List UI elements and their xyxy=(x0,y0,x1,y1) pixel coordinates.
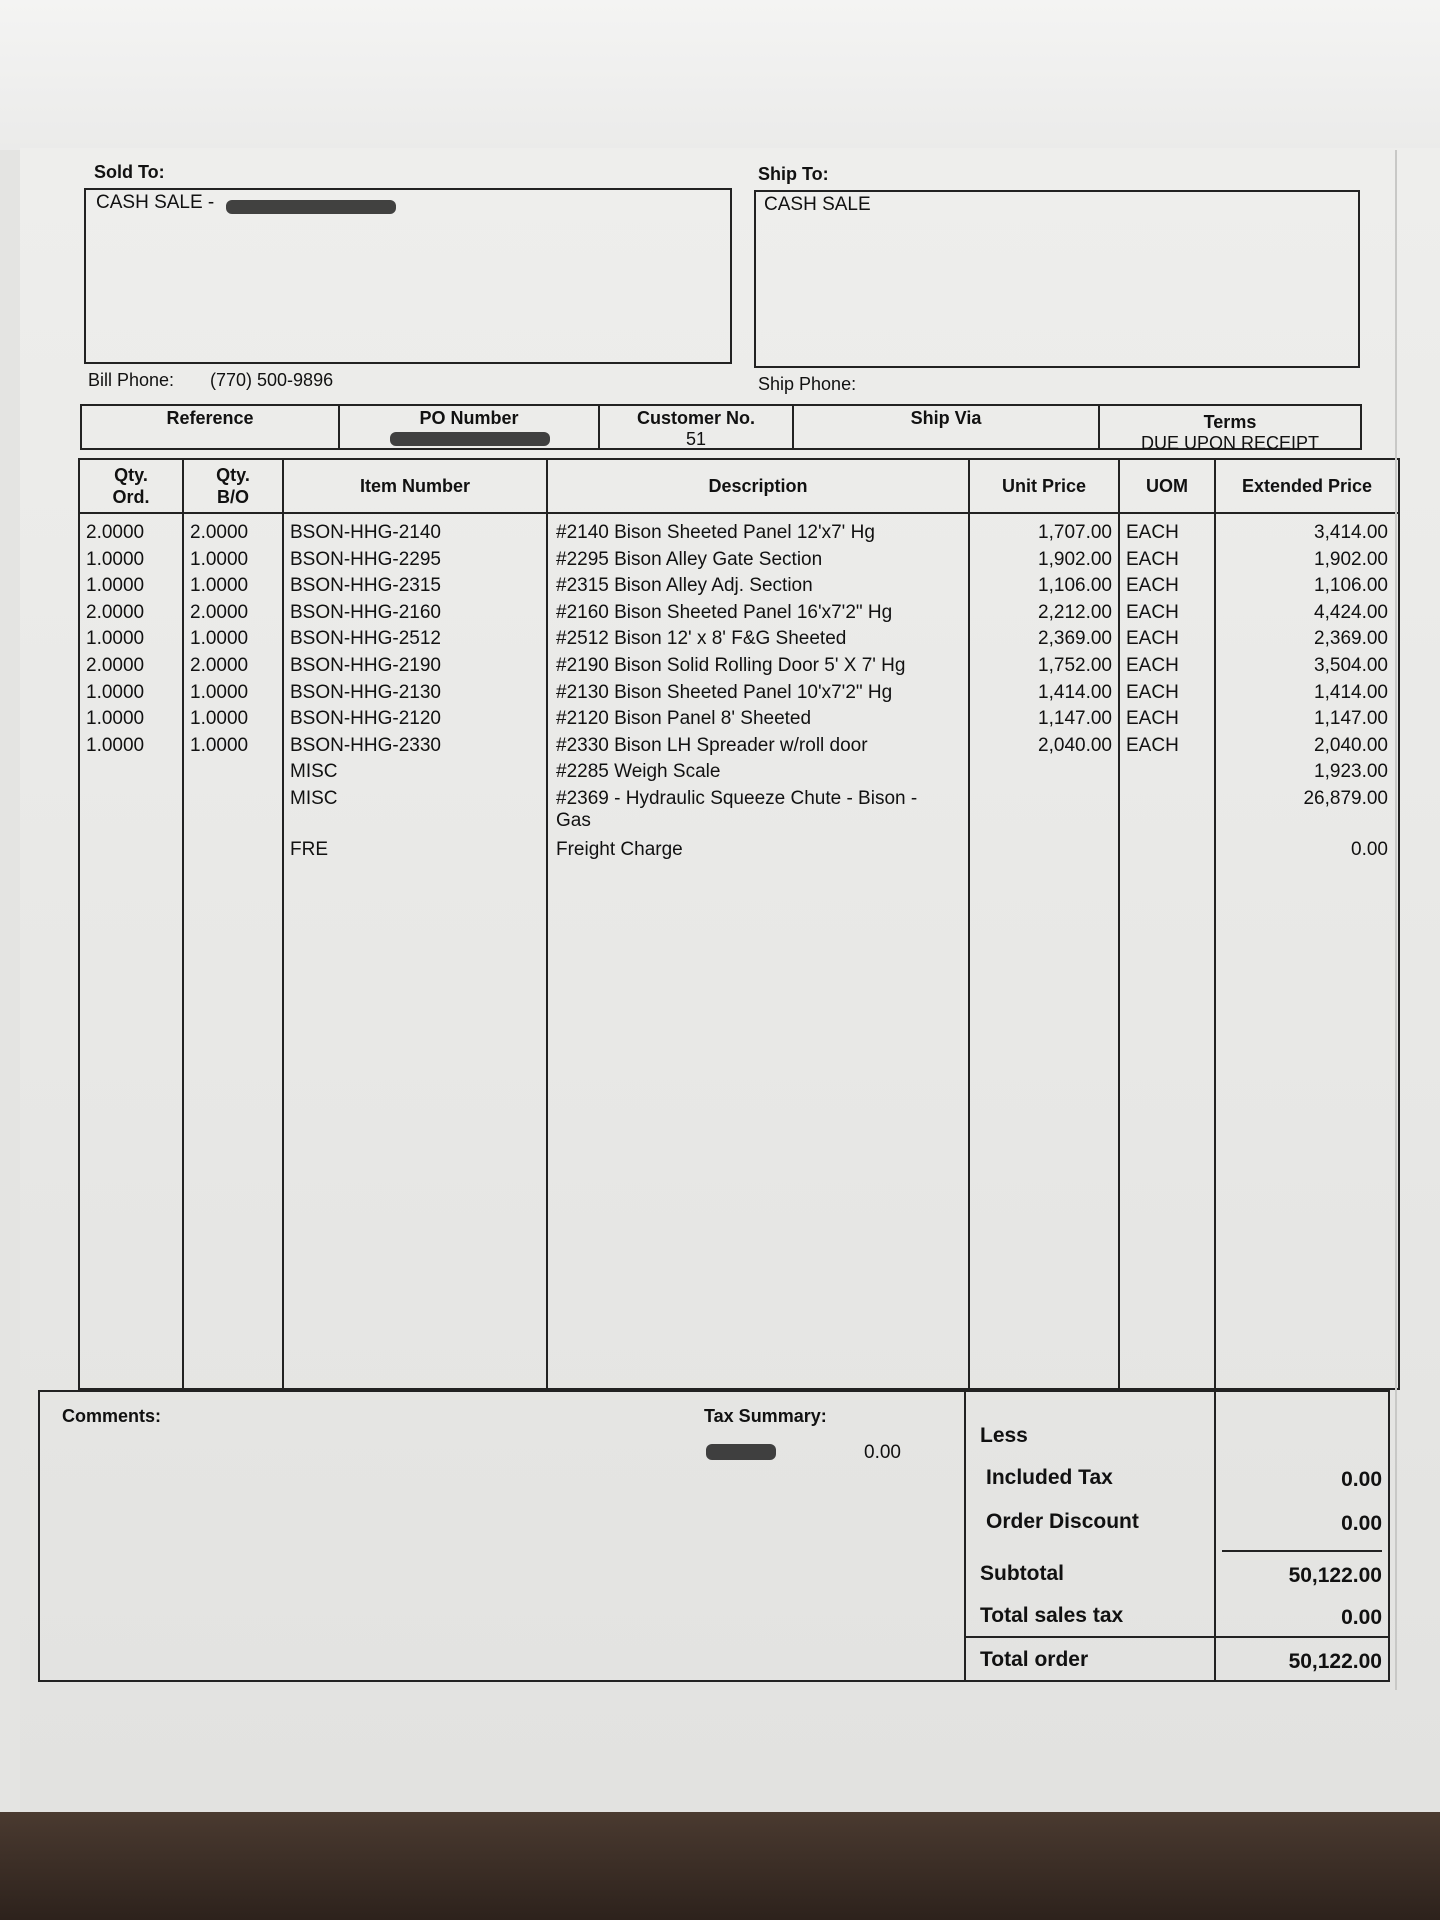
cell-qty-ord: 1.0000 xyxy=(86,628,145,650)
tax-summary-value: 0.00 xyxy=(864,1442,901,1463)
ship-via-cell xyxy=(794,406,1100,448)
po-number-label: PO Number xyxy=(419,408,519,428)
ship-to-label: Ship To: xyxy=(758,164,829,184)
cell-desc: #2285 Weigh Scale xyxy=(556,761,721,783)
subtotal-value: 50,122.00 xyxy=(1288,1564,1382,1587)
comments-label: Comments: xyxy=(62,1406,162,1426)
cell-ext: 0.00 xyxy=(1351,838,1388,860)
cell-item: BSON-HHG-2295 xyxy=(290,548,441,570)
ship-via-label: Ship Via xyxy=(910,408,982,428)
totals-divider xyxy=(1214,1390,1216,1682)
cell-qty-ord: 1.0000 xyxy=(86,734,145,756)
cell-desc: Freight Charge xyxy=(556,838,683,860)
total-order-label: Total order xyxy=(980,1648,1089,1671)
cell-item: BSON-HHG-2160 xyxy=(290,601,441,623)
cell-ext: 3,414.00 xyxy=(1314,522,1388,543)
cell-item: BSON-HHG-2190 xyxy=(290,655,441,676)
cell-desc: #2315 Bison Alley Adj. Section xyxy=(556,575,813,597)
cell-unit: 2,212.00 xyxy=(1038,601,1112,623)
cell-desc-continued: Gas xyxy=(556,810,591,831)
cell-ext: 1,106.00 xyxy=(1314,575,1388,597)
cell-ext: 2,369.00 xyxy=(1314,628,1388,650)
cell-unit: 2,040.00 xyxy=(1038,734,1112,756)
cell-uom: EACH xyxy=(1126,548,1179,570)
cell-qty-bo: 1.0000 xyxy=(190,734,249,756)
cell-qty-bo: 2.0000 xyxy=(190,522,249,543)
ship-phone-label: Ship Phone: xyxy=(758,374,857,394)
cell-desc: #2140 Bison Sheeted Panel 12'x7' Hg xyxy=(556,522,875,543)
bill-phone-value: (770) 500-9896 xyxy=(210,370,334,390)
item-number-header: Item Number xyxy=(284,460,546,514)
cell-desc: #2160 Bison Sheeted Panel 16'x7'2" Hg xyxy=(556,601,893,623)
cell-item: BSON-HHG-2120 xyxy=(290,708,441,730)
cell-qty-ord: 1.0000 xyxy=(86,681,145,703)
cell-qty-ord: 1.0000 xyxy=(86,548,145,570)
cell-desc: #2130 Bison Sheeted Panel 10'x7'2" Hg xyxy=(556,681,893,703)
redaction-mark xyxy=(226,200,396,214)
cell-qty-ord: 2.0000 xyxy=(86,522,145,543)
qty-bo-header: Qty. B/O xyxy=(184,460,282,514)
item-number-column xyxy=(284,460,548,1388)
cell-desc: #2512 Bison 12' x 8' F&G Sheeted xyxy=(556,628,847,650)
cell-qty-bo: 1.0000 xyxy=(190,708,249,730)
unit-price-column xyxy=(970,460,1120,1388)
cell-desc: #2190 Bison Solid Rolling Door 5' X 7' Hg xyxy=(556,655,906,676)
cell-qty-bo: 1.0000 xyxy=(190,681,249,703)
redaction-mark xyxy=(706,1444,776,1460)
cell-qty-bo: 1.0000 xyxy=(190,548,249,570)
cell-unit: 1,106.00 xyxy=(1038,575,1112,597)
cell-uom: EACH xyxy=(1126,628,1179,650)
customer-no-value: 51 xyxy=(685,429,707,449)
po-number-cell xyxy=(340,406,600,448)
sold-to-name: CASH SALE - xyxy=(96,192,215,213)
cell-ext: 1,147.00 xyxy=(1314,708,1388,730)
reference-cell xyxy=(82,406,340,448)
cell-item: MISC xyxy=(290,788,338,809)
cell-item: FRE xyxy=(290,838,328,860)
cell-ext: 3,504.00 xyxy=(1314,655,1388,676)
cell-unit: 1,902.00 xyxy=(1038,548,1112,570)
terms-cell xyxy=(1100,406,1360,453)
line-items-table xyxy=(78,458,1400,1390)
order-discount-label: Order Discount xyxy=(986,1510,1139,1533)
bill-phone-label: Bill Phone: xyxy=(88,370,175,390)
terms-label: Terms xyxy=(1203,412,1257,432)
cell-uom: EACH xyxy=(1126,681,1179,703)
cell-uom: EACH xyxy=(1126,708,1179,730)
description-column xyxy=(548,460,970,1388)
qty-bo-column xyxy=(184,460,284,1388)
unit-price-header: Unit Price xyxy=(970,460,1118,514)
cell-ext: 26,879.00 xyxy=(1303,788,1388,809)
cell-desc: #2330 Bison LH Spreader w/roll door xyxy=(556,734,868,756)
extended-price-column xyxy=(1216,460,1398,1388)
cell-qty-ord: 2.0000 xyxy=(86,655,145,676)
cell-item: BSON-HHG-2512 xyxy=(290,628,441,650)
uom-column xyxy=(1120,460,1216,1388)
cell-desc: #2369 - Hydraulic Squeeze Chute - Bison - xyxy=(556,788,918,809)
ship-to-box xyxy=(754,190,1360,368)
cell-uom: EACH xyxy=(1126,655,1179,676)
subtotal-label: Subtotal xyxy=(980,1562,1064,1585)
extended-price-header: Extended Price xyxy=(1216,460,1398,514)
customer-no-cell xyxy=(600,406,794,448)
cell-ext: 4,424.00 xyxy=(1314,601,1388,623)
cell-ext: 2,040.00 xyxy=(1314,734,1388,756)
redaction-mark xyxy=(390,432,550,446)
less-label: Less xyxy=(980,1424,1028,1447)
included-tax-value: 0.00 xyxy=(1341,1468,1382,1491)
cell-uom: EACH xyxy=(1126,601,1179,623)
paper-fold-edge xyxy=(1395,150,1397,1690)
cell-qty-bo: 2.0000 xyxy=(190,601,249,623)
cell-unit: 1,414.00 xyxy=(1038,681,1112,703)
sold-to-label: Sold To: xyxy=(94,162,165,182)
envelope-background xyxy=(0,0,1440,150)
cell-qty-bo: 1.0000 xyxy=(190,628,249,650)
cell-ext: 1,923.00 xyxy=(1314,761,1388,783)
cell-item: BSON-HHG-2330 xyxy=(290,734,441,756)
tax-summary-label: Tax Summary: xyxy=(704,1406,827,1426)
cell-ext: 1,414.00 xyxy=(1314,681,1388,703)
order-discount-value: 0.00 xyxy=(1341,1512,1382,1535)
cell-item: BSON-HHG-2140 xyxy=(290,522,441,543)
reference-label: Reference xyxy=(166,408,254,428)
included-tax-label: Included Tax xyxy=(986,1466,1113,1489)
cell-desc: #2120 Bison Panel 8' Sheeted xyxy=(556,708,812,730)
cell-qty-ord: 2.0000 xyxy=(86,601,145,623)
cell-item: BSON-HHG-2315 xyxy=(290,575,441,597)
cell-ext: 1,902.00 xyxy=(1314,548,1388,570)
qty-ord-header: Qty. Ord. xyxy=(80,460,182,514)
total-sales-tax-label: Total sales tax xyxy=(980,1604,1124,1627)
cell-desc: #2295 Bison Alley Gate Section xyxy=(556,548,823,570)
sold-to-box xyxy=(84,188,732,364)
cell-uom: EACH xyxy=(1126,522,1179,543)
cell-unit: 1,147.00 xyxy=(1038,708,1112,730)
terms-value: DUE UPON RECEIPT xyxy=(1140,433,1320,453)
order-info-row xyxy=(80,404,1362,453)
invoice-form xyxy=(38,150,1390,1690)
qty-ord-column xyxy=(80,460,184,1388)
cell-item: MISC xyxy=(290,761,338,783)
cell-unit: 1,752.00 xyxy=(1038,655,1112,676)
total-sales-tax-value: 0.00 xyxy=(1341,1606,1382,1629)
total-order-value: 50,122.00 xyxy=(1288,1650,1382,1673)
description-header: Description xyxy=(548,460,968,514)
wooden-table-surface xyxy=(0,1812,1440,1920)
cell-uom: EACH xyxy=(1126,575,1179,597)
customer-no-label: Customer No. xyxy=(636,408,755,428)
cell-qty-bo: 1.0000 xyxy=(190,575,249,597)
cell-unit: 2,369.00 xyxy=(1038,628,1112,650)
cell-unit: 1,707.00 xyxy=(1038,522,1112,543)
cell-item: BSON-HHG-2130 xyxy=(290,681,441,703)
cell-qty-ord: 1.0000 xyxy=(86,708,145,730)
cell-qty-bo: 2.0000 xyxy=(190,655,249,676)
cell-uom: EACH xyxy=(1126,734,1179,756)
uom-header: UOM xyxy=(1120,460,1214,514)
subtotal-rule xyxy=(1222,1550,1382,1552)
total-order-rule xyxy=(966,1636,1388,1638)
ship-to-name: CASH SALE xyxy=(764,194,871,215)
cell-qty-ord: 1.0000 xyxy=(86,575,145,597)
totals-box xyxy=(964,1390,1390,1682)
